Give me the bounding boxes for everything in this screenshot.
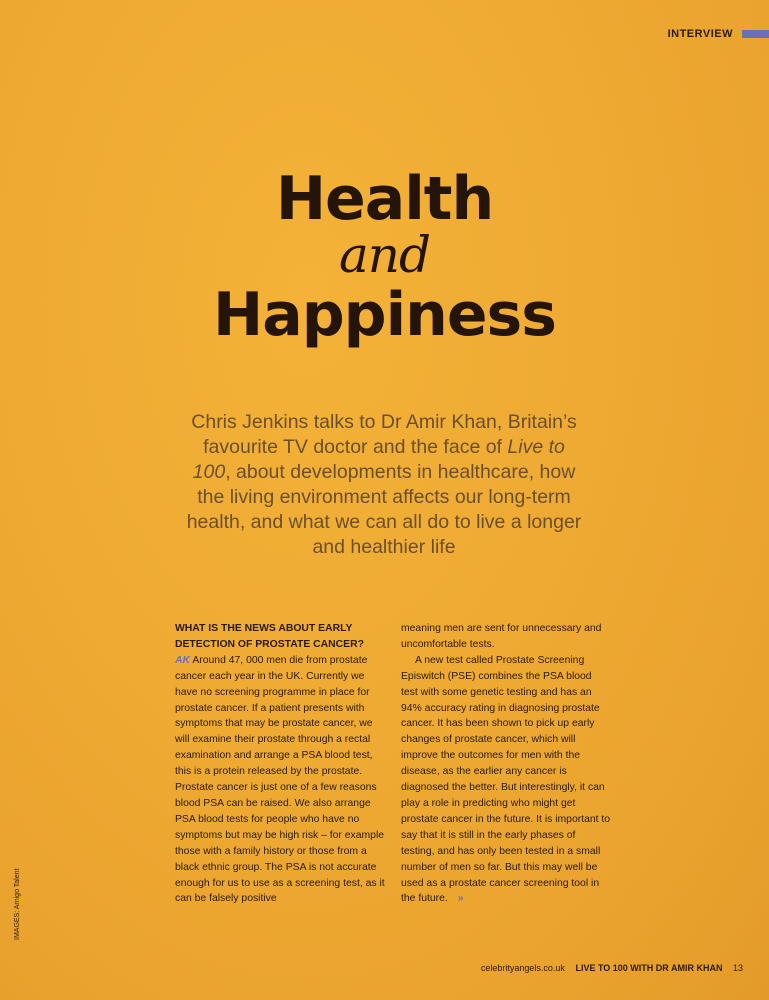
footer-website: celebrityangels.co.uk bbox=[480, 963, 565, 973]
standfirst bbox=[184, 410, 584, 560]
paragraph-text: A new test called Prostate Screening Episwitch (PSE) combines the PSA blood test with some genetic testing and has an 94% accuracy rating in diagnosing prostate cancer. It has been shown to pick up early changes of prostate cancer, which will improve the outcomes for men with the disease, as the earlier any cancer is diagnosed the better. But interestingly, it can play a role in predicting who might get prostate cancer in the future. It is important to say that it is still in the early phases of testing, and has only been tested in a small number of men so far. But this may well be used as a prostate cancer screening tool in the future. bbox=[401, 654, 611, 905]
article-paragraph bbox=[175, 653, 385, 908]
headline-line-2: and bbox=[338, 226, 431, 284]
headline-line-3: Happiness bbox=[212, 280, 556, 350]
section-accent-bar bbox=[742, 30, 769, 38]
page-footer bbox=[481, 963, 743, 973]
footer-running-title: LIVE TO 100 WITH DR AMIR KHAN bbox=[575, 963, 723, 973]
image-credit: IMAGES: Arnigo Talent bbox=[14, 868, 21, 940]
article-question: WHAT IS THE NEWS ABOUT EARLY DETECTION OF PROSTATE CANCER? bbox=[175, 623, 364, 650]
paragraph-text: Around 47, 000 men die from prostate cancer each year in the UK. Currently we have no screening programme in place for prostate cancer. If a patient presents with symptoms that may be prostate cancer, we will examine their prostate through a rectal examination and arrange a PSA blood test, this is a protein released by the prostate. Prostate cancer is just one of a few reasons blood PSA can be raised. We also arrange PSA blood tests for people who have no symptoms but may be high risk – for example those with a family history or those from a black ethnic group. The PSA is not accurate enough for us to use as a screening test, as it can be falsely positive bbox=[175, 654, 385, 905]
continue-arrow-icon: » bbox=[457, 893, 464, 905]
headline-line-1: Health bbox=[275, 164, 494, 234]
standfirst-text: Chris Jenkins talks to Dr Amir Khan, Britain’s favourite TV doctor and the face of bbox=[191, 411, 577, 458]
speaker-initials: AK bbox=[175, 654, 191, 666]
page-number: 13 bbox=[732, 963, 743, 973]
show-title: Live to 100 bbox=[192, 436, 565, 483]
article-paragraph-continued: meaning men are sent for unnecessary and uncomfortable tests. bbox=[401, 623, 602, 650]
article-column-2 bbox=[401, 621, 611, 907]
article-paragraph-2 bbox=[401, 653, 611, 908]
article-column-1 bbox=[175, 621, 385, 907]
section-label: INTERVIEW bbox=[667, 28, 733, 40]
standfirst-text-end: , about developments in healthcare, how the living environment affects our long-term health, and what we can all do to live a longer and healthier life bbox=[186, 461, 582, 558]
